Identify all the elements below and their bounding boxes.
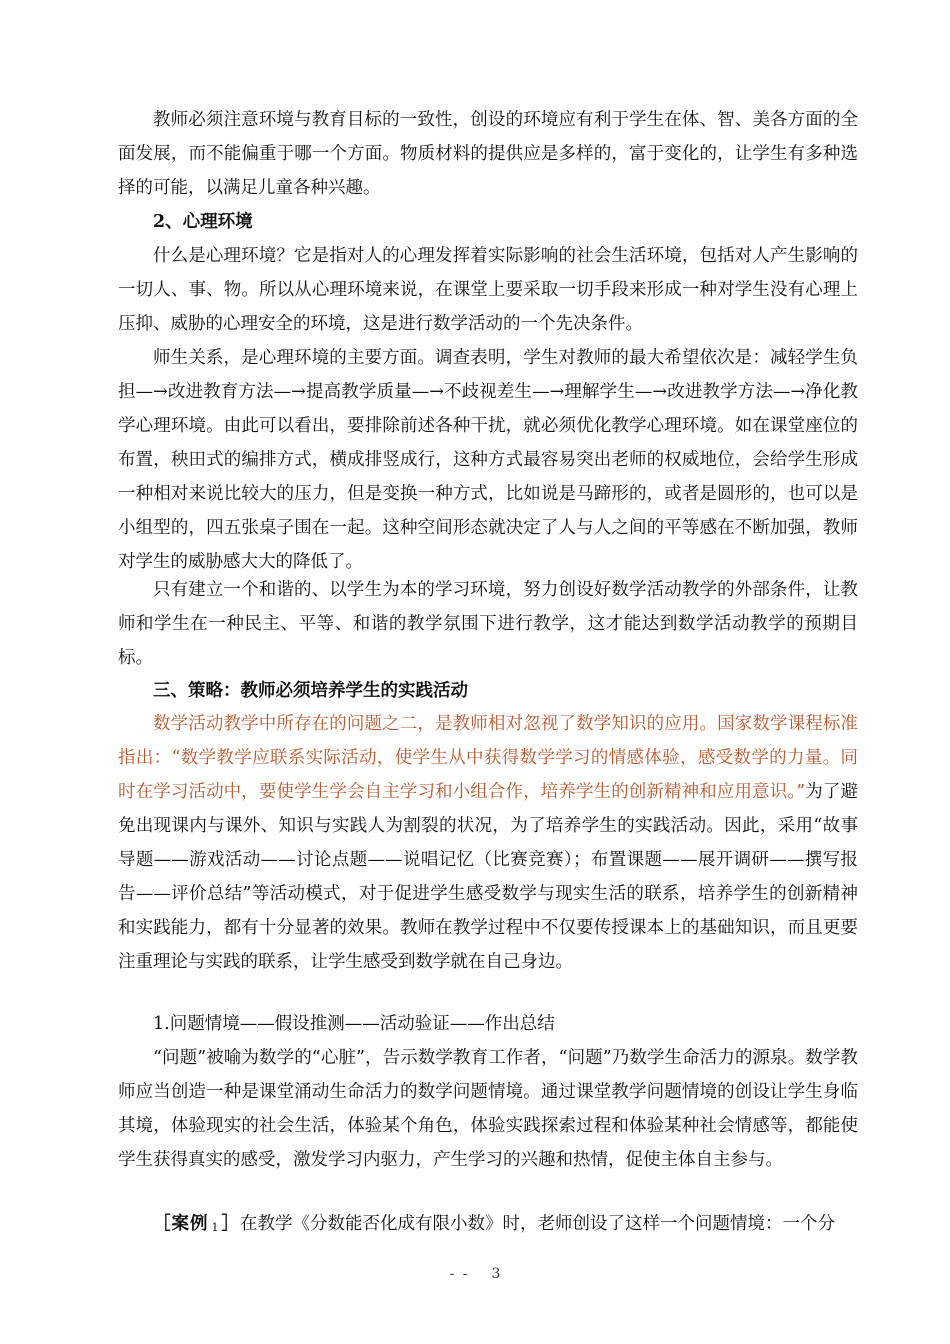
quoted-curriculum-standard: 数学活动教学中所存在的问题之二，是教师相对忽视了数学知识的应用。国家数学课程标准指出：“数学教学应联系实际活动，使学生从中获得数学学习的情感体验，感受数学的力量。同时在学习活动中，要使学生学会自主学习和小组合作，培养学生的创新精神和应用意识。” — [118, 714, 858, 802]
page-footer — [0, 1266, 950, 1282]
case-label-close: ］ — [221, 1214, 240, 1234]
paragraph-teacher-student-relation: 师生关系，是心理环境的主要方面。调查表明，学生对教师的最大希望依次是：减轻学生负担—→改进教育方法—→提高教学质量—→不歧视差生—→理解学生—→改进教学方法—→净化教学心理环境。由此可以看出，要排除前述各种干扰，就必须优化教学心理环境。如在课堂座位的布置，秧田式的编排方式，横成排竖成行，这种方式最容易突出老师的权威地位，会给学生形成一种相对来说比较大的压力，但是变换一种方式，比如说是马蹄形的，或者是圆形的，也可以是小组型的，四五张桌子围在一起。这种空间形态就决定了人与人之间的平等感在不断加强，教师对学生的威胁感大大的降低了。 — [118, 348, 858, 572]
page-number: 3 — [491, 1266, 501, 1282]
heading-strategy-three: 三、策略：教师必须培养学生的实践活动 — [153, 681, 468, 701]
paragraph-environment-goals: 教师必须注意环境与教育目标的一致性，创设的环境应有利于学生在体、智、美各方面的全面发展，而不能偏重于哪一个方面。物质材料的提供应是多样的，富于变化的，让学生有多种选择的可能，以满足儿童各种兴趣。 — [118, 110, 858, 198]
paragraph-problem-situation: “问题”被喻为数学的“心脏”，告示数学教育工作者，“问题”乃数学生命活力的源泉。数学教师应当创造一种是课堂涌动生命活力的数学问题情境。通过课堂教学问题情境的创设让学生身临其境，体验现实的社会生活，体验某个角色，体验实践探索过程和体验某种社会情感等，都能使学生获得真实的感受，激发学习内驱力，产生学习的兴趣和热情，促使主体自主参与。 — [118, 1048, 858, 1170]
practice-activities-text: 为了避免出现课内与课外、知识与实践人为割裂的状况，为了培养学生的实践活动。因此，采用“故事导题——游戏活动——讨论点题——说唱记忆（比赛竞赛）；布置课题——展开调研——撰写报告——评价总结”等活动模式，对于促进学生感受数学与现实生活的联系，培养学生的创新精神和实践能力，都有十分显著的效果。教师在教学过程中不仅要传授课本上的基础知识，而且更要注重理论与实践的联系，让学生感受到数学就在自己身边。 — [118, 782, 858, 972]
paragraph-psychological-definition: 什么是心理环境？它是指对人的心理发挥着实际影响的社会生活环境，包括对人产生影响的一切人、事、物。所以从心理环境来说，在课堂上要采取一切手段来形成一种对学生没有心理上压抑、威胁的心理安全的环境，这是进行数学活动的一个先决条件。 — [118, 246, 858, 334]
paragraph-case-one — [118, 1207, 858, 1245]
heading-psychological-environment: 2、心理环境 — [153, 212, 253, 232]
case-number: 1 — [211, 1221, 219, 1234]
case-label: ［案例 — [153, 1214, 209, 1234]
case-one-text: 在教学《分数能否化成有限小数》时，老师创设了这样一个问题情境：一个分 — [240, 1214, 835, 1234]
paragraph-practice-activities — [118, 707, 858, 979]
paragraph-harmonious-environment: 只有建立一个和谐的、以学生为本的学习环境，努力创设好数学活动教学的外部条件，让教师和学生在一种民主、平等、和谐的教学氛围下进行教学，这才能达到数学活动教学的预期目标。 — [118, 580, 858, 668]
heading-item-one: 1.问题情境——假设推测——活动验证——作出总结 — [153, 1014, 555, 1034]
footer-dashes: - - — [449, 1266, 470, 1282]
